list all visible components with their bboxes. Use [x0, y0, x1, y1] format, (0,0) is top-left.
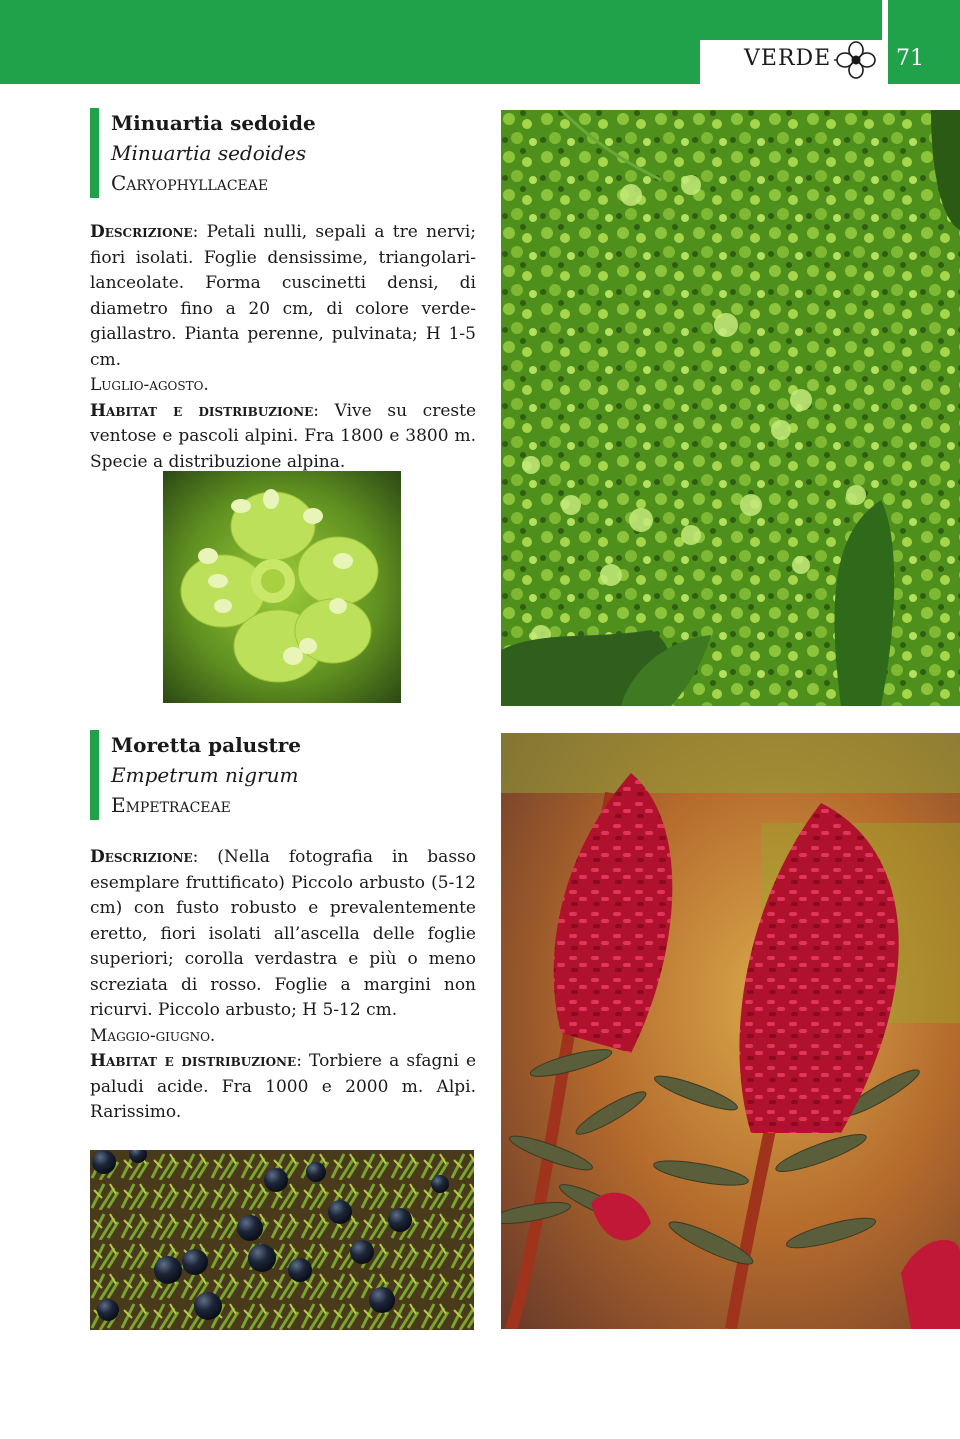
habitat-paragraph	[90, 399, 476, 476]
habitat-text: : Torbiere a sfagni e paludi acide. Fra 1000 e 2000 m. Alpi. Rarissimo.	[90, 1051, 476, 1122]
flowering-period: Luglio-agosto.	[90, 375, 209, 395]
section-label: VERDE	[744, 46, 832, 71]
common-name: Minuartia sedoide	[111, 111, 316, 135]
flowering-period: Maggio-giugno.	[90, 1025, 216, 1046]
latin-name: Empetrum nigrum	[111, 763, 299, 787]
description-label: Descrizione	[90, 847, 193, 867]
description-label: Descrizione	[90, 222, 193, 242]
habitat-paragraph	[90, 1049, 476, 1126]
page-number-tab	[888, 0, 960, 84]
description-text: : (Nella fotografia in basso esemplare fruttificato) Piccolo arbusto (5-12 cm) con fusto robusto e prevalentemente eretto, fiori isolati all’ascella delle foglie superiori; corolla verdastra e più o meno screziata di rosso. Foglie a margini non ricurvi. Piccolo arbusto; H 5-12 cm.	[90, 847, 476, 1020]
description-paragraph	[90, 220, 476, 373]
page-number: 71	[896, 46, 924, 71]
header-bar	[0, 0, 882, 84]
species-heading	[90, 108, 316, 198]
family-name: Caryophyllaceae	[111, 171, 269, 195]
latin-name: Minuartia sedoides	[111, 141, 307, 165]
family-name: Empetraceae	[111, 793, 231, 817]
habitat-text: : Vive su creste ventose e pascoli alpini. Fra 1800 e 3800 m. Specie a distribuzione alpina.	[90, 400, 476, 472]
flower-outline-icon	[834, 40, 878, 80]
species-description	[90, 220, 476, 475]
habitat-label: Habitat e distribuzione	[90, 1051, 297, 1071]
berries-photo	[90, 1150, 474, 1330]
habitat-label: Habitat e distribuzione	[90, 400, 314, 421]
species-heading	[90, 730, 301, 820]
description-text: : Petali nulli, sepali a tre nervi; fiori isolati. Foglie densissime, triangolari-lanceolate. Forma cuscinetti densi, di diametro fino a 20 cm, di colore verde-giallastro. Pianta perenne, pulvinata; H 1-5 cm.	[90, 222, 476, 370]
common-name: Moretta palustre	[111, 733, 301, 757]
description-paragraph	[90, 845, 476, 1024]
flowering-shrub-photo	[501, 733, 960, 1329]
species-description	[90, 845, 476, 1126]
flower-closeup-photo	[163, 471, 401, 703]
cushion-plant-photo	[501, 110, 960, 706]
